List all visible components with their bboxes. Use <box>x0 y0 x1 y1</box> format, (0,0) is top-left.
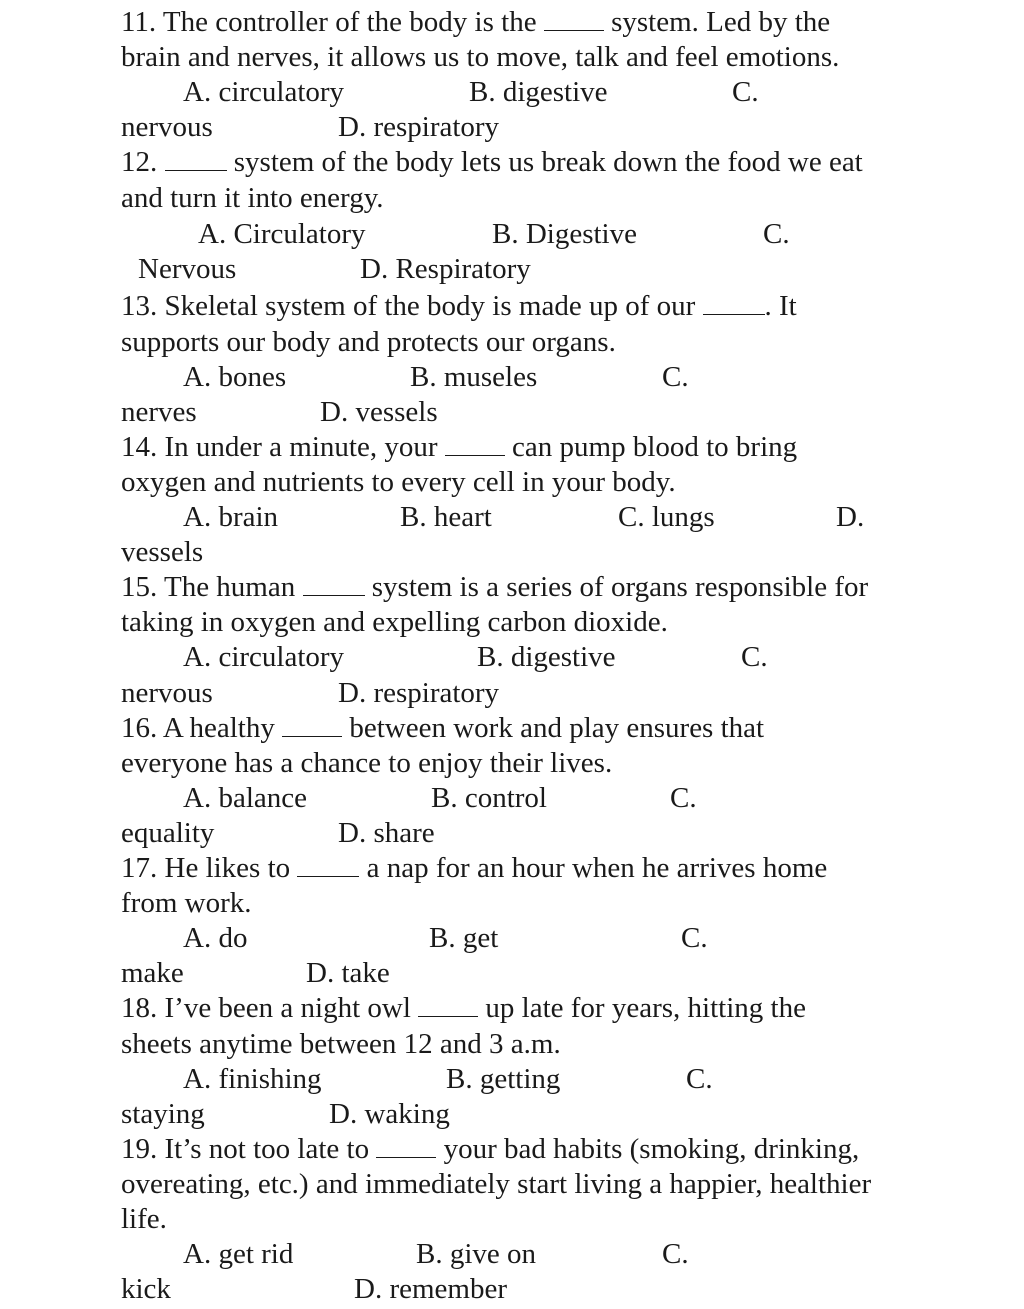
q18-option-d: D. waking <box>329 1098 450 1130</box>
q18-text-after-blank: up late for years, hitting the <box>478 992 806 1024</box>
q16-option-a: A. balance <box>183 782 307 814</box>
question-12-stem <box>121 145 863 180</box>
q17-option-a: A. do <box>183 922 248 954</box>
q14-option-a: A. brain <box>183 501 279 533</box>
q17-option-d: D. take <box>306 957 390 989</box>
q16-option-b: B. control <box>431 782 547 814</box>
q12-option-a: A. Circulatory <box>198 218 366 250</box>
question-13-stem <box>121 289 797 324</box>
question-14-stem-cont: oxygen and nutrients to every cell in your body. <box>121 466 676 498</box>
q11-text-before-blank: 11. The controller of the body is the <box>121 6 544 38</box>
q11-option-c-letter: C. <box>732 76 759 108</box>
q15-text-before-blank: 15. The human <box>121 571 303 603</box>
q11-option-b: B. digestive <box>469 76 608 108</box>
q14-option-b: B. heart <box>400 501 492 533</box>
q12-option-c-letter: C. <box>763 218 790 250</box>
q15-blank <box>303 573 365 596</box>
q17-option-b: B. get <box>429 922 499 954</box>
q14-option-d-text: vessels <box>121 536 204 568</box>
q15-option-a: A. circulatory <box>183 641 345 673</box>
q19-text-before-blank: 19. It’s not too late to <box>121 1133 377 1165</box>
q11-text-after-blank: system. Led by the <box>603 6 831 38</box>
q11-option-c-text: nervous <box>121 111 213 143</box>
question-18-stem-cont: sheets anytime between 12 and 3 a.m. <box>121 1028 561 1060</box>
q18-text-before-blank: 18. I’ve been a night owl <box>121 992 419 1024</box>
q15-option-b: B. digestive <box>477 641 616 673</box>
question-17-stem-cont: from work. <box>121 887 252 919</box>
q18-blank <box>418 994 478 1017</box>
q17-text-after-blank: a nap for an hour when he arrives home <box>359 852 828 884</box>
q12-text-after-blank: system of the body lets us break down the food we eat <box>226 146 863 178</box>
q12-option-d: D. Respiratory <box>360 253 531 285</box>
question-11-stem-cont: brain and nerves, it allows us to move, talk and feel emotions. <box>121 41 840 73</box>
question-18-stem <box>121 991 806 1026</box>
question-12-stem-cont: and turn it into energy. <box>121 182 384 214</box>
q18-option-c-text: staying <box>121 1098 205 1130</box>
question-19-stem-cont-2: life. <box>121 1203 167 1235</box>
question-14-stem <box>121 430 797 465</box>
question-15-stem-cont: taking in oxygen and expelling carbon dioxide. <box>121 606 668 638</box>
question-13-stem-cont: supports our body and protects our organs. <box>121 326 616 358</box>
q17-option-c-letter: C. <box>681 922 708 954</box>
q11-blank <box>544 8 604 31</box>
q13-text-after-blank: . It <box>764 290 797 322</box>
q14-text-after-blank: can pump blood to bring <box>504 431 798 463</box>
q18-option-c-letter: C. <box>686 1063 713 1095</box>
q18-option-b: B. getting <box>446 1063 561 1095</box>
q17-text-before-blank: 17. He likes to <box>121 852 298 884</box>
question-11-stem <box>121 5 830 40</box>
q16-option-d: D. share <box>338 817 435 849</box>
q12-option-b: B. Digestive <box>492 218 637 250</box>
q14-blank <box>445 433 505 456</box>
q13-option-a: A. bones <box>183 361 287 393</box>
q15-text-after-blank: system is a series of organs responsible for <box>364 571 869 603</box>
q19-option-b: B. give on <box>416 1238 537 1270</box>
q17-blank <box>297 854 359 877</box>
q13-option-c-text: nerves <box>121 396 197 428</box>
q19-option-a: A. get rid <box>183 1238 294 1270</box>
question-17-stem <box>121 851 827 886</box>
q16-option-c-letter: C. <box>670 782 697 814</box>
q19-text-after-blank: your bad habits (smoking, drinking, <box>436 1133 860 1165</box>
q13-option-c-letter: C. <box>662 361 689 393</box>
q11-option-a: A. circulatory <box>183 76 345 108</box>
q13-option-b: B. museles <box>410 361 538 393</box>
q12-option-c-text: Nervous <box>138 253 237 285</box>
question-19-stem-cont: overeating, etc.) and immediately start living a happier, healthier <box>121 1168 872 1200</box>
q19-option-c-letter: C. <box>662 1238 689 1270</box>
q17-option-c-text: make <box>121 957 184 989</box>
q19-blank <box>376 1135 436 1158</box>
q19-option-c-text: kick <box>121 1273 171 1305</box>
q11-option-d: D. respiratory <box>338 111 500 143</box>
q19-option-d: D. remember <box>354 1273 507 1305</box>
question-16-stem <box>121 711 764 746</box>
question-16-stem-cont: everyone has a chance to enjoy their lives. <box>121 747 613 779</box>
q16-option-c-text: equality <box>121 817 215 849</box>
q13-blank <box>703 292 765 315</box>
q12-blank <box>165 148 227 171</box>
q14-option-c: C. lungs <box>618 501 715 533</box>
q13-option-d: D. vessels <box>320 396 438 428</box>
q16-blank <box>282 714 342 737</box>
cut-off-heading-fragment <box>150 0 710 2</box>
q15-option-c-text: nervous <box>121 677 213 709</box>
q14-option-d-letter: D. <box>836 501 865 533</box>
q15-option-c-letter: C. <box>741 641 768 673</box>
q18-option-a: A. finishing <box>183 1063 322 1095</box>
q16-text-before-blank: 16. A healthy <box>121 712 283 744</box>
question-19-stem <box>121 1132 859 1167</box>
q15-option-d: D. respiratory <box>338 677 500 709</box>
q13-text-before-blank: 13. Skeletal system of the body is made up of our <box>121 290 703 322</box>
q16-text-after-blank: between work and play ensures that <box>342 712 765 744</box>
q12-text-before-blank: 12. <box>121 146 165 178</box>
question-15-stem <box>121 570 868 605</box>
q14-text-before-blank: 14. In under a minute, your <box>121 431 445 463</box>
